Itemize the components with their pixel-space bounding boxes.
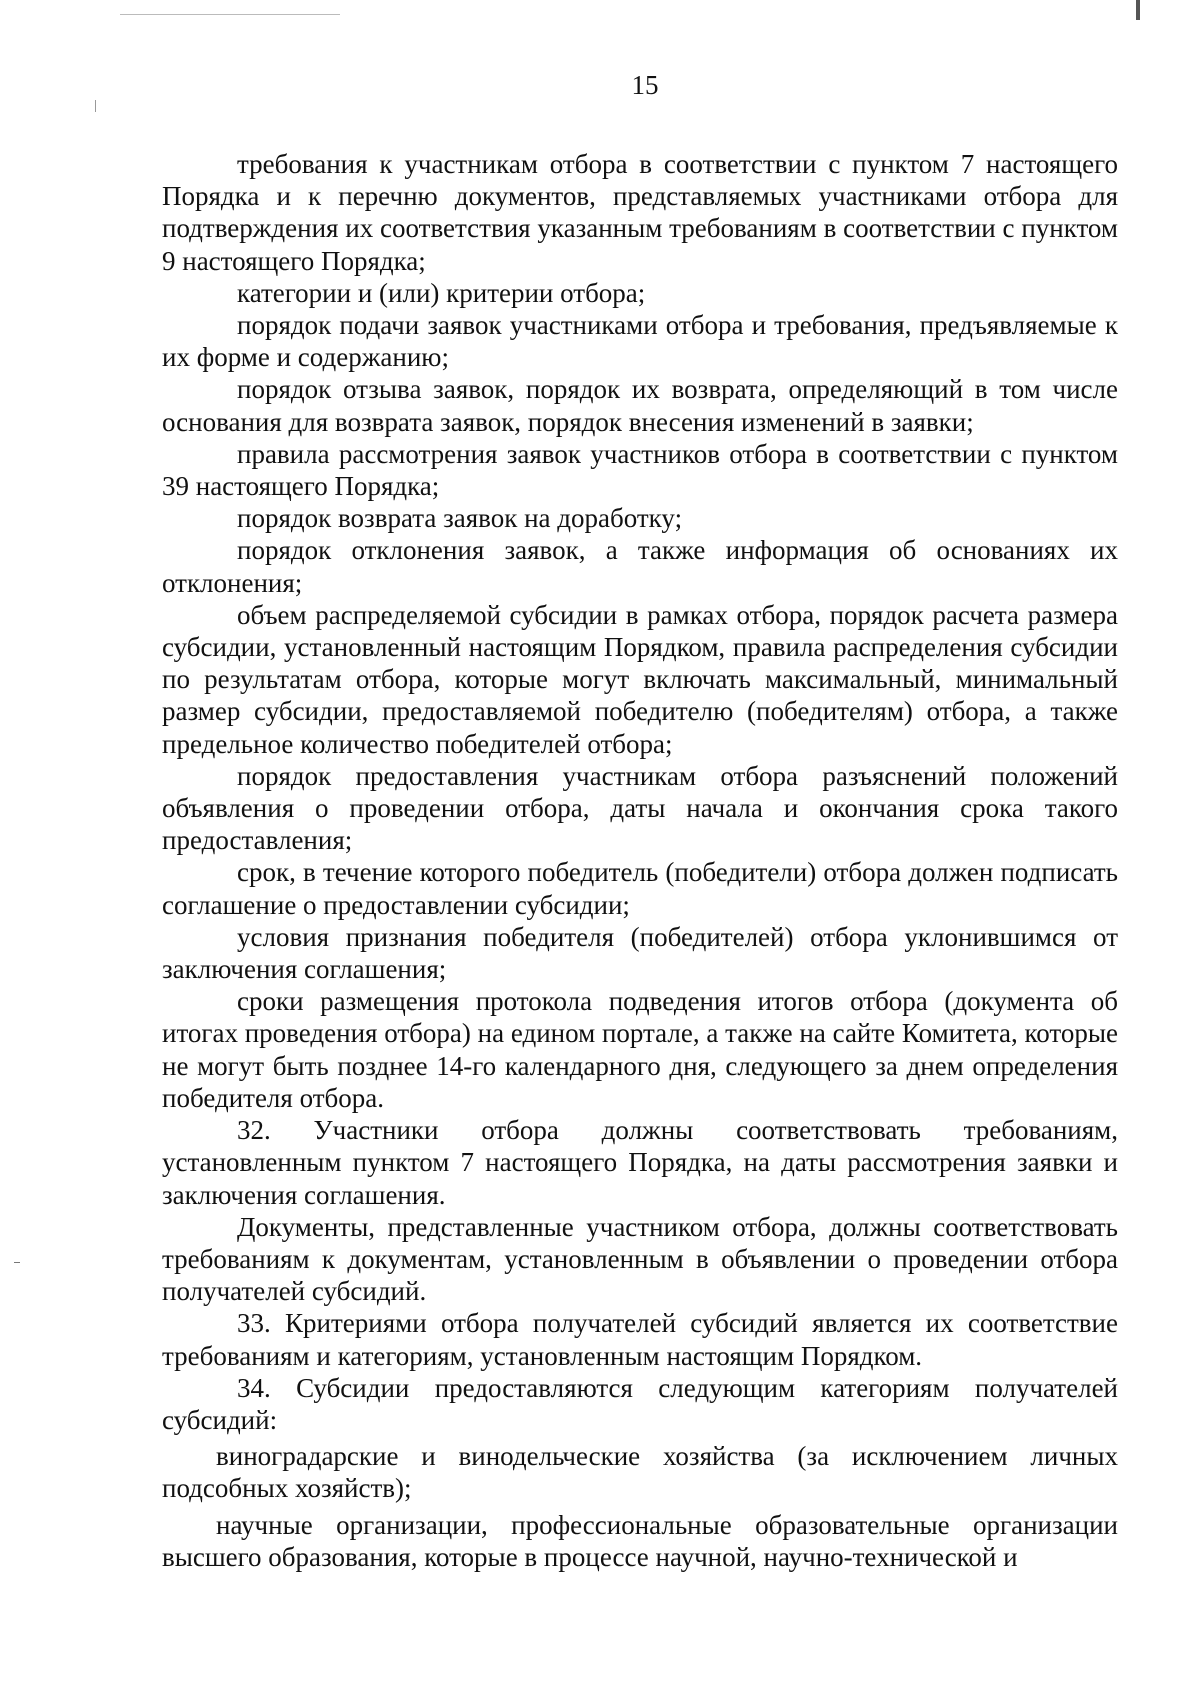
- paragraph-item-32: 32. Участники отбора должны соответствовать требованиям, установленным пунктом 7 настоящего Порядка, на даты рассмотрения заявки и заключения соглашения.: [162, 1115, 1118, 1210]
- paragraph-requirements: требования к участникам отбора в соответствии с пунктом 7 настоящего Порядка и к перечню документов, представляемых участниками отбора для подтверждения их соответствия указанным требованиям в соответствии с пунктом 9 настоящего Порядка;: [162, 149, 1118, 276]
- scan-artifact-mark: [1136, 0, 1140, 20]
- paragraph-documents: Документы, представленные участником отбора, должны соответствовать требованиям к документам, установленным в объявлении о проведении отбора получателей субсидий.: [162, 1211, 1118, 1307]
- paragraph-review-rules: правила рассмотрения заявок участников отбора в соответствии с пунктом 39 настоящего Порядка;: [162, 438, 1118, 502]
- paragraph-subsidy-volume: объем распределяемой субсидии в рамках отбора, порядок расчета размера субсидии, установленный настоящим Порядком, правила распределения субсидии по результатам отбора, которые могут включать максимальный, минимальный размер субсидии, предоставляемой победителю (победителям) отбора, а также предельное количество победителей отбора;: [162, 599, 1118, 759]
- paragraph-scientific-organizations: научные организации, профессиональные образовательные организации высшего образования, которые в процессе научной, научно-технической и: [162, 1509, 1118, 1572]
- scan-artifact-dash: [14, 1262, 20, 1263]
- paragraph-submission-order: порядок подачи заявок участниками отбора и требования, предъявляемые к их форме и содержанию;: [162, 310, 1118, 373]
- paragraph-protocol-terms: сроки размещения протокола подведения итогов отбора (документа об итогах проведения отбора) на едином портале, а также на сайте Комитета, которые не могут быть позднее 14-го календарного дня, следующего за днем определения победителя отбора.: [162, 986, 1118, 1113]
- document-body: [162, 148, 1118, 1573]
- paragraph-rejection-order: порядок отклонения заявок, а также информация об основаниях их отклонения;: [162, 535, 1118, 598]
- paragraph-categories: категории и (или) критерии отбора;: [237, 277, 646, 308]
- paragraph-item-34: 34. Субсидии предоставляются следующим категориям получателей субсидий:: [162, 1372, 1118, 1435]
- paragraph-item-33: 33. Критериями отбора получателей субсидий является их соответствие требованиям и категориям, установленным настоящим Порядком.: [162, 1308, 1118, 1371]
- paragraph-return-for-revision: порядок возврата заявок на доработку;: [237, 503, 683, 534]
- paragraph-vineyard-farms: виноградарские и винодельческие хозяйства (за исключением личных подсобных хозяйств);: [162, 1441, 1118, 1504]
- paragraph-signing-term: срок, в течение которого победитель (победители) отбора должен подписать соглашение о предоставлении субсидии;: [162, 857, 1118, 920]
- scan-artifact-tick: [95, 100, 96, 112]
- paragraph-evasion-conditions: условия признания победителя (победителей) отбора уклонившимся от заключения соглашения;: [162, 921, 1118, 985]
- page-number: 15: [631, 70, 659, 100]
- paragraph-withdrawal-order: порядок отзыва заявок, порядок их возврата, определяющий в том числе основания для возврата заявок, порядок внесения изменений в заявки;: [162, 374, 1118, 437]
- paragraph-clarifications: порядок предоставления участникам отбора разъяснений положений объявления о проведении отбора, даты начала и окончания срока такого предоставления;: [162, 760, 1118, 856]
- scan-artifact-line: [120, 14, 340, 15]
